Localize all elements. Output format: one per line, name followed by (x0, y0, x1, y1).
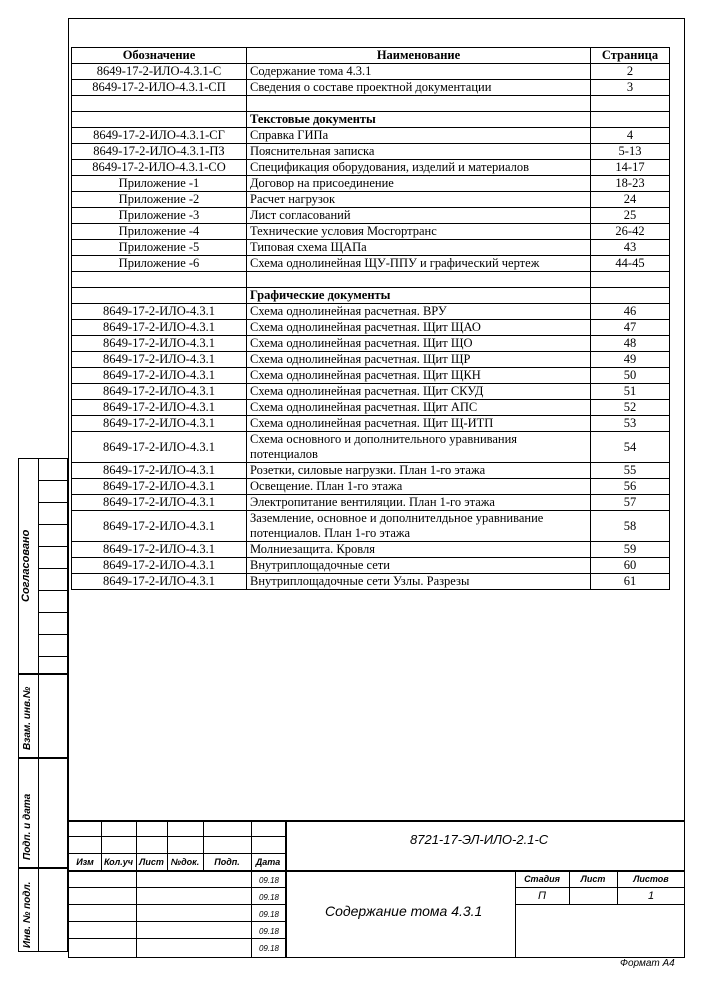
row-code: 8649-17-2-ИЛО-4.3.1 (72, 304, 247, 320)
row-code: 8649-17-2-ИЛО-4.3.1 (72, 352, 247, 368)
row-code (72, 96, 247, 112)
sign-date-label: Подп. и дата (22, 793, 33, 860)
row-name: Графические документы (247, 288, 591, 304)
row-code: Приложение -5 (72, 240, 247, 256)
date-1: 09.18 (258, 876, 280, 885)
table-row (72, 542, 670, 558)
row-code (72, 288, 247, 304)
row-code: Приложение -6 (72, 256, 247, 272)
table-row (72, 384, 670, 400)
table-row (72, 128, 670, 144)
col-izm: Изм (76, 857, 94, 867)
row-code: 8649-17-2-ИЛО-4.3.1 (72, 416, 247, 432)
row-name: Схема однолинейная ЩУ-ППУ и графический чертеж (247, 256, 591, 272)
col-kol: Кол.уч (103, 857, 134, 867)
row-name (247, 272, 591, 288)
table-row (72, 240, 670, 256)
row-page: 53 (591, 416, 670, 432)
contents-table (71, 47, 670, 590)
row-page: 61 (591, 574, 670, 590)
stamp-title: Содержание тома 4.3.1 (325, 903, 483, 919)
row-code: Приложение -2 (72, 192, 247, 208)
row-name: Заземление, основное и дополнителдьное уравнивание потенциалов. План 1-го этажа (247, 511, 591, 542)
row-code: 8649-17-2-ИЛО-4.3.1 (72, 495, 247, 511)
row-page: 14-17 (591, 160, 670, 176)
date-5: 09.18 (258, 944, 280, 953)
row-name: Схема однолинейная расчетная. ВРУ (247, 304, 591, 320)
table-row (72, 64, 670, 80)
row-page: 18-23 (591, 176, 670, 192)
table-row (72, 336, 670, 352)
col-podp: Подп. (214, 857, 240, 867)
row-code: 8649-17-2-ИЛО-4.3.1-СП (72, 80, 247, 96)
row-code: 8649-17-2-ИЛО-4.3.1 (72, 463, 247, 479)
sheets-label: Листов (633, 874, 669, 884)
row-name: Схема однолинейная расчетная. Щит СКУД (247, 384, 591, 400)
row-name: Сведения о составе проектной документации (247, 80, 591, 96)
row-page: 24 (591, 192, 670, 208)
row-code: 8649-17-2-ИЛО-4.3.1 (72, 574, 247, 590)
row-name: Спецификация оборудования, изделий и материалов (247, 160, 591, 176)
row-page: 44-45 (591, 256, 670, 272)
row-code: 8649-17-2-ИЛО-4.3.1-ПЗ (72, 144, 247, 160)
table-row (72, 416, 670, 432)
row-code (72, 272, 247, 288)
row-page: 3 (591, 80, 670, 96)
row-code: 8649-17-2-ИЛО-4.3.1 (72, 432, 247, 463)
row-code: 8649-17-2-ИЛО-4.3.1 (72, 511, 247, 542)
col-list: Лист (139, 857, 164, 867)
row-name: Внутриплощадочные сети (247, 558, 591, 574)
table-row (72, 400, 670, 416)
table-row (72, 80, 670, 96)
row-page (591, 272, 670, 288)
row-page: 2 (591, 64, 670, 80)
row-name: Расчет нагрузок (247, 192, 591, 208)
row-page: 60 (591, 558, 670, 574)
row-code: 8649-17-2-ИЛО-4.3.1 (72, 320, 247, 336)
row-name: Схема однолинейная расчетная. Щит АПС (247, 400, 591, 416)
table-row (72, 432, 670, 463)
date-4: 09.18 (258, 927, 280, 936)
row-code: Приложение -3 (72, 208, 247, 224)
header-page: Страница (591, 48, 670, 64)
row-page: 47 (591, 320, 670, 336)
row-page: 5-13 (591, 144, 670, 160)
row-page (591, 96, 670, 112)
row-code: 8649-17-2-ИЛО-4.3.1 (72, 336, 247, 352)
table-header-row (72, 48, 670, 64)
row-code: Приложение -4 (72, 224, 247, 240)
table-row (72, 192, 670, 208)
inv-replace-label: Взам. инв.№ (22, 686, 33, 750)
agreed-label: Согласовано (20, 529, 32, 602)
date-2: 09.18 (258, 893, 280, 902)
row-page: 56 (591, 479, 670, 495)
row-page: 43 (591, 240, 670, 256)
row-page: 55 (591, 463, 670, 479)
row-page (591, 288, 670, 304)
row-page: 54 (591, 432, 670, 463)
stage-label: Стадия (524, 874, 560, 884)
row-code: Приложение -1 (72, 176, 247, 192)
row-code: 8649-17-2-ИЛО-4.3.1 (72, 542, 247, 558)
format-label: Формат А4 (620, 958, 675, 969)
sheets-value: 1 (647, 890, 655, 902)
row-name: Схема основного и дополнительного уравнивания потенциалов (247, 432, 591, 463)
row-name: Лист согласований (247, 208, 591, 224)
table-row (72, 368, 670, 384)
table-row (72, 463, 670, 479)
row-page: 4 (591, 128, 670, 144)
table-row (72, 160, 670, 176)
row-name: Электропитание вентиляции. План 1-го этажа (247, 495, 591, 511)
row-name: Типовая схема ЩАПа (247, 240, 591, 256)
stage-value: П (538, 890, 546, 902)
table-row (72, 144, 670, 160)
row-code: 8649-17-2-ИЛО-4.3.1-С (72, 64, 247, 80)
table-row (72, 112, 670, 128)
table-row (72, 574, 670, 590)
row-page: 59 (591, 542, 670, 558)
row-page: 46 (591, 304, 670, 320)
table-row (72, 272, 670, 288)
table-row (72, 176, 670, 192)
row-name: Справка ГИПа (247, 128, 591, 144)
row-code: 8649-17-2-ИЛО-4.3.1 (72, 479, 247, 495)
row-name: Схема однолинейная расчетная. Щит Щ-ИТП (247, 416, 591, 432)
row-name (247, 96, 591, 112)
sheet-label: Лист (580, 874, 606, 884)
table-row (72, 304, 670, 320)
row-name: Розетки, силовые нагрузки. План 1-го этажа (247, 463, 591, 479)
row-name: Схема однолинейная расчетная. Щит ЩКН (247, 368, 591, 384)
table-row (72, 320, 670, 336)
row-page: 57 (591, 495, 670, 511)
row-name: Схема однолинейная расчетная. Щит ЩР (247, 352, 591, 368)
row-page: 48 (591, 336, 670, 352)
row-code: 8649-17-2-ИЛО-4.3.1 (72, 400, 247, 416)
row-page: 25 (591, 208, 670, 224)
table-row (72, 288, 670, 304)
table-row (72, 256, 670, 272)
row-name: Технические условия Мосгортранс (247, 224, 591, 240)
col-data: Дата (255, 857, 281, 867)
row-page: 49 (591, 352, 670, 368)
row-page: 26-42 (591, 224, 670, 240)
date-3: 09.18 (258, 910, 280, 919)
row-code (72, 112, 247, 128)
table-row (72, 558, 670, 574)
col-ndok: №док. (170, 857, 200, 867)
header-code: Обозначение (72, 48, 247, 64)
row-name: Содержание тома 4.3.1 (247, 64, 591, 80)
row-code: 8649-17-2-ИЛО-4.3.1 (72, 558, 247, 574)
row-page: 52 (591, 400, 670, 416)
row-page: 50 (591, 368, 670, 384)
row-name: Схема однолинейная расчетная. Щит ЩО (247, 336, 591, 352)
table-row (72, 224, 670, 240)
row-name: Освещение. План 1-го этажа (247, 479, 591, 495)
table-row (72, 495, 670, 511)
row-name: Схема однолинейная расчетная. Щит ЩАО (247, 320, 591, 336)
table-row (72, 479, 670, 495)
table-row (72, 352, 670, 368)
row-name: Молниезащита. Кровля (247, 542, 591, 558)
row-code: 8649-17-2-ИЛО-4.3.1 (72, 368, 247, 384)
row-page: 51 (591, 384, 670, 400)
row-code: 8649-17-2-ИЛО-4.3.1-СГ (72, 128, 247, 144)
row-name: Текстовые документы (247, 112, 591, 128)
row-name: Внутриплощадочные сети Узлы. Разрезы (247, 574, 591, 590)
row-name: Договор на присоединение (247, 176, 591, 192)
row-page: 58 (591, 511, 670, 542)
table-row (72, 96, 670, 112)
header-name: Наименование (247, 48, 591, 64)
doc-code: 8721-17-ЭЛ-ИЛО-2.1-С (410, 832, 549, 847)
row-code: 8649-17-2-ИЛО-4.3.1 (72, 384, 247, 400)
row-name: Пояснительная записка (247, 144, 591, 160)
table-row (72, 208, 670, 224)
table-row (72, 511, 670, 542)
row-code: 8649-17-2-ИЛО-4.3.1-СО (72, 160, 247, 176)
row-page (591, 112, 670, 128)
inv-orig-label: Инв. № подл. (22, 881, 33, 948)
